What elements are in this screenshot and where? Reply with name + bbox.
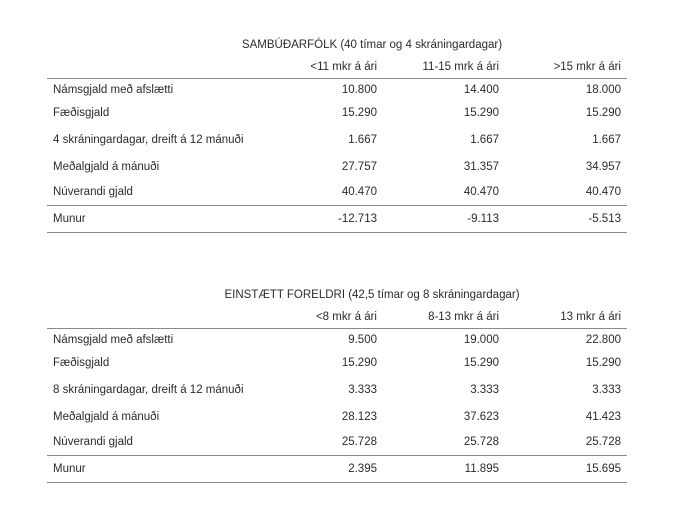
row-label: Námsgjald með afslætti xyxy=(53,334,174,346)
table-row xyxy=(47,101,627,125)
cell-value: 15.290 xyxy=(463,357,499,369)
table-header-row xyxy=(47,56,627,79)
row-label: Munur xyxy=(53,463,86,475)
row-label: Meðalgjald á mánuði xyxy=(53,411,160,423)
row-label: Núverandi gjald xyxy=(53,436,133,448)
cell-value: -12.713 xyxy=(337,213,377,225)
table-row xyxy=(47,125,627,155)
cell-value: 22.800 xyxy=(585,334,621,346)
table-row xyxy=(47,179,627,206)
cell-value: -9.113 xyxy=(467,213,499,225)
column-header: <11 mkr á ári xyxy=(310,61,377,73)
column-header: 11-15 mrk á ári xyxy=(422,61,499,73)
cell-value: 40.470 xyxy=(463,186,499,198)
cell-value: 15.290 xyxy=(585,357,621,369)
cell-value: 1.667 xyxy=(470,134,499,146)
cell-value: 3.333 xyxy=(348,384,377,396)
column-header: >15 mkr á ári xyxy=(553,61,621,73)
table-row xyxy=(47,405,627,429)
cell-value: 2.395 xyxy=(348,463,377,475)
table-row-total xyxy=(47,456,627,483)
cell-value: 25.728 xyxy=(463,436,499,448)
cell-value: 11.895 xyxy=(464,463,499,475)
column-header: 13 mkr á ári xyxy=(560,311,621,323)
table-title: SAMBÚÐARFÓLK (40 tímar og 4 skráningardagar) xyxy=(241,39,503,51)
row-label: Fæðisgjald xyxy=(53,357,110,369)
cell-value: 15.290 xyxy=(585,107,621,119)
cell-value: 18.000 xyxy=(585,84,621,96)
cell-value: 31.357 xyxy=(463,161,499,173)
row-label: Fæðisgjald xyxy=(53,107,110,119)
row-label: 4 skráningardagar, dreift á 12 mánuði xyxy=(53,134,244,146)
table-row xyxy=(47,351,627,375)
cell-value: 15.290 xyxy=(341,107,377,119)
cell-value: 41.423 xyxy=(585,411,621,423)
table-row xyxy=(47,79,627,101)
table-row xyxy=(47,329,627,351)
row-label: Námsgjald með afslætti xyxy=(53,84,174,96)
cell-value: 14.400 xyxy=(463,84,499,96)
cell-value: 27.757 xyxy=(341,161,377,173)
cell-value: 25.728 xyxy=(585,436,621,448)
cell-value: 1.667 xyxy=(348,134,377,146)
table-row xyxy=(47,375,627,405)
cell-value: 19.000 xyxy=(463,334,499,346)
cell-value: 34.957 xyxy=(585,161,621,173)
column-header: 8-13 mkr á ári xyxy=(428,311,499,323)
cell-value: 25.728 xyxy=(341,436,377,448)
cell-value: 15.290 xyxy=(463,107,499,119)
column-header: <8 mkr á ári xyxy=(315,311,377,323)
cell-value: 40.470 xyxy=(341,186,377,198)
table-row xyxy=(47,155,627,179)
cell-value: 9.500 xyxy=(348,334,377,346)
cell-value: 15.695 xyxy=(585,463,621,475)
cell-value: 40.470 xyxy=(585,186,621,198)
row-label: Meðalgjald á mánuði xyxy=(53,161,160,173)
cell-value: 1.667 xyxy=(592,134,621,146)
table-header-row xyxy=(47,306,627,329)
row-label: Munur xyxy=(53,213,86,225)
cell-value: 37.623 xyxy=(463,411,499,423)
cell-value: 10.800 xyxy=(341,84,377,96)
cell-value: 3.333 xyxy=(592,384,621,396)
table-row xyxy=(47,429,627,456)
cell-value: 28.123 xyxy=(341,411,377,423)
cell-value: 3.333 xyxy=(470,384,499,396)
table-title: EINSTÆTT FORELDRI (42,5 tímar og 8 skráningardagar) xyxy=(224,289,520,301)
table-row-total xyxy=(47,206,627,233)
row-label: 8 skráningardagar, dreift á 12 mánuði xyxy=(53,384,244,396)
cell-value: 15.290 xyxy=(341,357,377,369)
row-label: Núverandi gjald xyxy=(53,186,133,198)
cell-value: -5.513 xyxy=(588,213,621,225)
